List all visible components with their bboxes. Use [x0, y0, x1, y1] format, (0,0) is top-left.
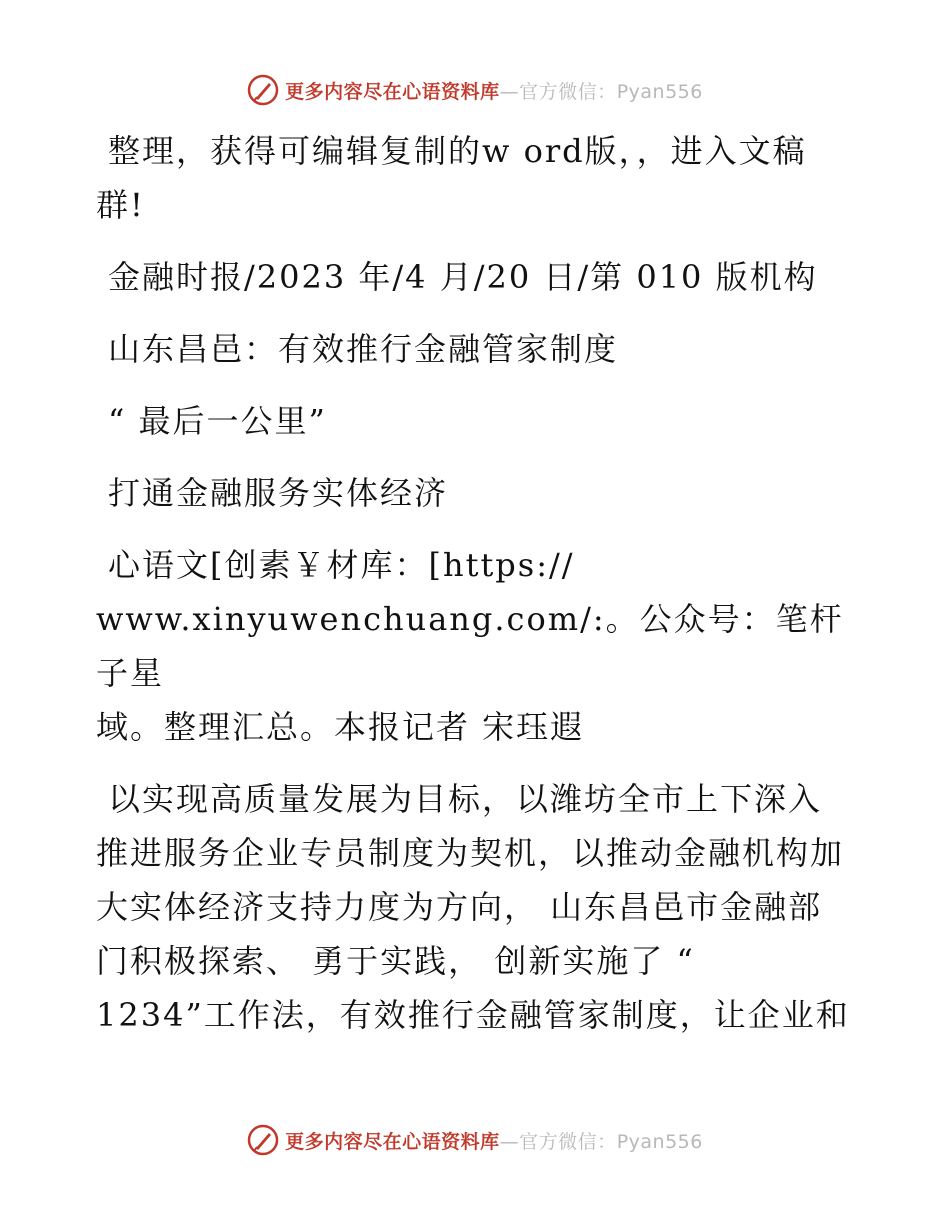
body-line-2: 推进服务企业专员制度为契机，以推动金融机构加 [96, 834, 845, 872]
credit-line-1: 心语文[创素￥材库：[https:// [108, 546, 575, 584]
footer-official-label: 官方微信： [519, 1130, 617, 1153]
banner-official-label: 官方微信： [519, 80, 617, 103]
footer-banner [0, 1120, 950, 1160]
credit-line-2: www.xinyuwenchuang.com/:。公众号：笔杆子星 [96, 600, 844, 692]
credit-line-3: 域。整理汇总。本报记者 宋珏遐 [96, 708, 585, 746]
footer-account: Pyan556 [616, 1130, 703, 1153]
header-banner [0, 70, 950, 110]
quill-logo-icon [247, 1124, 279, 1156]
body-line-1: 以实现高质量发展为目标，以潍坊全市上下深入 [108, 780, 823, 818]
headline-2: “ 最后一公里” [108, 402, 327, 440]
intro-line-1: 整理，获得可编辑复制的w ord版，，进入文稿 [108, 132, 807, 170]
banner-content [247, 74, 703, 106]
headline-1: 山东昌邑：有效推行金融管家制度 [108, 330, 619, 368]
body-line-5: 1234”工作法，有效推行金融管家制度，让企业和 [96, 996, 850, 1034]
banner-account: Pyan556 [616, 80, 703, 103]
source-line: 金融时报/2023 年/4 月/20 日/第 010 版机构 [108, 258, 818, 296]
footer-banner-text [285, 1127, 703, 1154]
banner-main-text: 更多内容尽在心语资料库 [285, 80, 500, 103]
intro-line-2: 群! [96, 186, 145, 224]
footer-main-text: 更多内容尽在心语资料库 [285, 1130, 500, 1153]
body-line-4: 门积极探索、 勇于实践， 创新实施了 “ [96, 942, 695, 980]
document-body [96, 124, 866, 1042]
footer-separator: — [499, 1130, 520, 1153]
footer-banner-content [247, 1124, 703, 1156]
body-line-3: 大实体经济支持力度为方向， 山东昌邑市金融部 [96, 888, 823, 926]
banner-separator: — [499, 80, 520, 103]
banner-text [285, 77, 703, 104]
quill-logo-icon [247, 74, 279, 106]
headline-3: 打通金融服务实体经济 [108, 474, 449, 512]
